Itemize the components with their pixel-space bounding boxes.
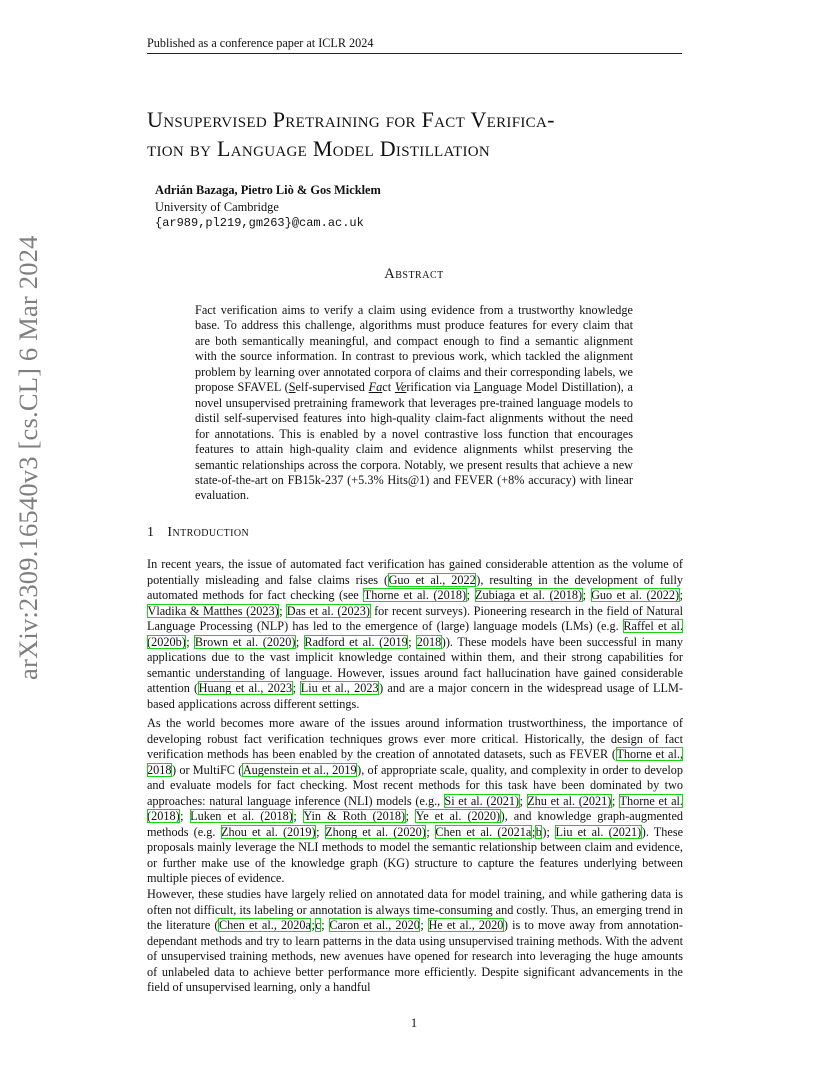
- intro-paragraph-1: In recent years, the issue of automated fact verification has gained considerable attention as the volume of potentially misleading and false claims rises (Guo et al., 2022), resulting in the development of fully automated methods for fact checking (see Thorne et al. (2018); Zubiaga et al. (2018); Guo et al. (2022); Vladika & Matthes (2023); Das et al. (2023) for recent surveys). Pioneering research in the field of Natural Language Processing (NLP) has led to the emergence of (large) language models (LMs) (e.g. Raffel et al. (2020b); Brown et al. (2020); Radford et al. (2019; 2018)). These models have been successful in many applications due to the vast implicit knowledge contained within them, and their strong capabilities for semantic understanding of language. However, issues around fact hallucination have gained considerable attention (Huang et al., 2023; Liu et al., 2023) and are a major concern in the widespread usage of LLM-based applications across different settings.: [147, 557, 684, 711]
- title-line-2: tion by Language Model Distillation: [147, 136, 491, 161]
- affiliation: University of Cambridge: [155, 199, 279, 214]
- page-number: 1: [410, 1016, 418, 1030]
- citation-link[interactable]: He et al., 2020: [428, 918, 504, 932]
- citation-link[interactable]: Caron et al., 2020: [329, 918, 420, 932]
- conference-header: Published as a conference paper at ICLR 2024: [147, 35, 682, 54]
- citation-link[interactable]: c: [315, 918, 321, 932]
- citation-link[interactable]: Zhu et al. (2021): [527, 793, 612, 808]
- abstract-heading: Abstract: [384, 266, 444, 282]
- citation-link[interactable]: Si et al. (2021): [444, 793, 520, 808]
- citation-link[interactable]: Zhou et al. (2019): [221, 824, 316, 839]
- citation-link[interactable]: Thorne et al. (2018): [363, 588, 467, 602]
- citation-link[interactable]: Thorne et al., 2018: [147, 747, 684, 777]
- author-names: Adrián Bazaga, Pietro Liò & Gos Micklem: [155, 183, 381, 197]
- citation-link[interactable]: 2018: [416, 634, 442, 649]
- section-title: Introduction: [167, 525, 250, 540]
- citation-link[interactable]: Vladika & Matthes (2023): [147, 603, 279, 618]
- citation-link[interactable]: Guo et al., 2022: [388, 572, 476, 587]
- title-line-1: Unsupervised Pretraining for Fact Verifica-: [147, 107, 555, 132]
- citation-link[interactable]: Thorne et al. (2018): [147, 793, 683, 823]
- citation-link[interactable]: Luken et al. (2018): [190, 809, 293, 823]
- intro-paragraph-2: As the world becomes more aware of the issues around information trustworthiness, the importance of developing robust fact verification techniques grows ever more critical. Historically, the design of fact verification methods has been enabled by the creation of annotated datasets, such as FEVER (Thorne et al., 2018) or MultiFC (Augenstein et al., 2019), of appropriate scale, quality, and complexity in order to develop and evaluate models for fact checking. Most recent methods for this task have been dominated by two approaches: natural language inference (NLI) models (e.g., Si et al. (2021); Zhu et al. (2021); Thorne et al. (2018); Luken et al. (2018); Yin & Roth (2018); Ye et al. (2020)), and knowledge graph-augmented methods (e.g. Zhou et al. (2019); Zhong et al. (2020); Chen et al. (2021a;b); Liu et al. (2021)). These proposals mainly leverage the NLI methods to model the semantic relationship between claim and evidence, or further make use of the knowledge graph (KG) structure to capture the features underlying between multiple pieces of evidence.: [147, 716, 684, 885]
- citation-link[interactable]: Zubiaga et al. (2018): [475, 588, 583, 602]
- citation-link[interactable]: Augenstein et al., 2019: [242, 762, 357, 777]
- author-email: {ar989,pl219,gm263}@cam.ac.uk: [155, 216, 364, 230]
- citation-link[interactable]: Guo et al. (2022): [591, 588, 680, 602]
- section-heading-introduction: [147, 525, 249, 541]
- paper-title: [147, 105, 707, 163]
- arxiv-watermark: arXiv:2309.16540v3 [cs.CL] 6 Mar 2024: [13, 235, 43, 680]
- citation-link[interactable]: Yin & Roth (2018): [303, 809, 406, 823]
- citation-link[interactable]: Raffel et al. (2020b): [147, 619, 683, 649]
- citation-link[interactable]: Huang et al., 2023: [198, 681, 293, 695]
- section-number: 1: [147, 525, 155, 540]
- citation-link[interactable]: Chen et al., 2020a: [218, 918, 311, 932]
- citation-link[interactable]: Das et al. (2023): [286, 603, 370, 618]
- citation-link[interactable]: b: [535, 824, 542, 839]
- citation-link[interactable]: Liu et al. (2021): [555, 824, 642, 839]
- citation-link[interactable]: Zhong et al. (2020): [325, 824, 426, 839]
- citation-link[interactable]: Brown et al. (2020): [194, 634, 296, 649]
- citation-link[interactable]: Radford et al. (2019: [304, 634, 408, 649]
- citation-link[interactable]: Ye et al. (2020): [415, 809, 501, 823]
- abstract-text: Fact verification aims to verify a claim using evidence from a trustworthy knowledge base. To address this challenge, algorithms must produce features for every claim that are both semantically meaningful, and compact enough to find a semantic alignment with the source information. In contrast to previous work, which tackled the alignment problem by learning over annotated corpora of claims and their corresponding labels, we propose SFAVEL (Self-supervised Fact Verification via Language Model Distillation), a novel unsupervised pretraining framework that leverages pre-trained language models to distil self-supervised features into high-quality claim-fact alignments without the need for annotations. This is enabled by a novel contrastive loss function that encourages features to attain high-quality claim and evidence alignments whilst preserving the semantic relationships across the corpora. Notably, we present results that achieve a new state-of-the-art on FB15k-237 (+5.3% Hits@1) and FEVER (+8% accuracy) with linear evaluation.: [195, 303, 633, 503]
- intro-paragraph-3: However, these studies have largely relied on annotated data for model training, and while gathering data is often not difficult, its labeling or annotation is always time-consuming and costly. Thus, an emerging trend in the literature (Chen et al., 2020a;c; Caron et al., 2020; He et al., 2020) is to move away from annotation-dependant methods and try to learn patterns in the data using unsupervised training methods. With the advent of unsupervised training methods, new avenues have opened for research into leveraging the huge amounts of unlabeled data to achieve better performance more efficiently. Despite significant advancements in the field of unsupervised learning, only a handful: [147, 887, 684, 994]
- citation-link[interactable]: Liu et al., 2023: [300, 681, 379, 695]
- author-block: [155, 182, 381, 232]
- citation-link[interactable]: Chen et al. (2021a: [435, 824, 532, 839]
